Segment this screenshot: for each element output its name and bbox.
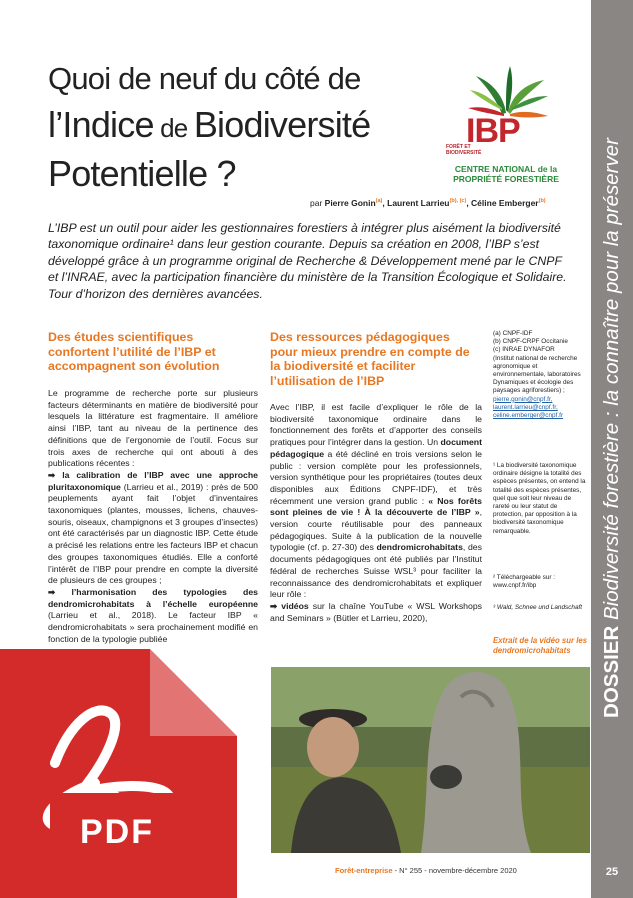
photo-caption: Extrait de la vidéo sur les dendromicrohabitats xyxy=(493,636,588,655)
affiliations: (a) CNPF-IDF (b) CNPF-CRPF Occitanie (c) INRAE DYNAFOR (Institut national de recherche agronomique et environnementale, laboratoires Dynamiques et écologie des paysages agriforestiers) ; pierre.gonin@cnpf.fr, laurent.larrieu@cnpf.fr, celine.emberger@cnpf.fr xyxy=(493,330,588,420)
footnote-2: ² Téléchargeable sur : www.cnpf.fr/ibp xyxy=(493,574,556,590)
email-link-2[interactable]: laurent.larrieu@cnpf.fr, xyxy=(493,403,558,411)
logo-ibp-text: IBP xyxy=(466,112,520,150)
pdf-file-icon[interactable] xyxy=(0,643,237,898)
pdf-label: PDF xyxy=(80,813,154,851)
middle-heading: Des ressources pédagogiques pour mieux prendre en compte de la biodiversité et faciliter l’utilisation de l’IBP xyxy=(270,330,470,388)
side-title xyxy=(591,0,633,855)
footnote-1: ¹ La biodiversité taxonomique ordinaire désigne la totalité des espèces présentes, on entend la totalité des espèces présentes, quel que soit leur niveau de rareté ou leur statut de protection, par opposition à la biodiversité taxonomique remarquable. xyxy=(493,462,586,535)
left-column xyxy=(48,388,258,645)
title-line-1: Quoi de neuf du côté de xyxy=(48,61,361,96)
page-title xyxy=(48,56,438,197)
middle-bullet-strong: ➡ vidéos xyxy=(270,600,309,611)
title-line-2a: l’Indice xyxy=(48,104,154,145)
middle-column: Avec l’IBP, il est facile d’expliquer le rôle de la biodiversité taxonomique ordinaire dans le fonctionnement des forêts et d’apporter des conseils pratiques pour l’intégrer dans la gestion. Un document pédagogique a été décliné en trois versions selon le public : version complète pour les professionnels, version synthétique pour les propriétaires (toutes deux disponibles aux Éditions CNPF-IDF), et très récemment une version grand public : « Nos forêts sont pleines de vie ! À la découverte de l’IBP », version courte réutilisable pour des panneaux pédagogiques. Suite à la publication de la nouvelle typologie (cf. p. 27-30) des dendromicrohabitats, des documents pédagogiques ont été publiés par l’Institut fédéral de recherches Suisse WSL³ pour faciliter la reconnaissance des dendromicrohabitats et expliquer leur rôle : ➡ vidéos sur la chaîne YouTube « WSL Workshops and Seminars » (Bütler et Larrieu, 2020), xyxy=(270,402,482,623)
title-line-2c: Biodiversité xyxy=(193,104,371,145)
left-bullet-2-strong: ➡ l’harmonisation des typologies des dendromicrohabitats à l’échelle européenne xyxy=(48,586,258,609)
left-bullet-1-strong: ➡ la calibration de l’IBP avec une approche pluritaxonomique xyxy=(48,469,258,492)
authors-line: par Pierre Gonin$^{(a)}$, Laurent Larrieu$^{(b), (c)}$, Céline Emberger$^{(b)}$ xyxy=(310,198,546,208)
logo-cnpf-text: CENTRE NATIONAL de la PROPRIÉTÉ FORESTIÈRE xyxy=(453,164,559,184)
intro-paragraph: L’IBP est un outil pour aider les gestionnaires forestiers à intégrer plus aisément la biodiversité taxonomique ordinaire¹ dans leur gestion courante. Depuis sa création en 2008, l’IBP s’est développé grâce à un programme original de Recherche & Développement mené par le CNPF et l’INRAE, avec la participation financière du ministère de la Transition Écologique et Solidaire. Tour d’horizon des dernières avancées. xyxy=(48,221,567,301)
logo-foret-label: FORÊT ET BIODIVERSITÉ xyxy=(446,144,482,156)
side-rest: Biodiversité forestière : la connaître pour la préserver xyxy=(600,137,623,626)
left-bullet-2-text: (Larrieu et al., 2018). Le facteur IBP « dendromicrohabitats » sera prochainement modifié en fonction de la typologie publiée xyxy=(48,610,258,644)
video-still-photo xyxy=(271,667,590,853)
title-line-2b: de xyxy=(153,113,194,143)
page-number: 25 xyxy=(605,866,619,878)
ibp-logo xyxy=(446,58,566,184)
left-paragraph-1: Le programme de recherche porte sur plusieurs facteurs déterminants en matière de biodiversité pour lesquels la littérature est fragmentaire. Il améliore ainsi l’IBP, tant au niveau de la pertinence des définitions que de l’ergonomie de l’outil. Focus sur trois axes de recherche qui ont abouti à des publications récentes : xyxy=(48,388,258,469)
footer: Forêt-entreprise - N° 255 - novembre-décembre 2020 xyxy=(335,866,517,875)
footnote-3: ³ Wald, Schnee und Landschaft xyxy=(493,604,583,611)
left-bullet-1-text: (Larrieu et al., 2019) : près de 500 peuplements ayant fait l’objet d’inventaires taxonomiques (plantes, mousses, lichens, chauves-souris, oiseaux, champignons et 3 groupes d’insectes) ont été caractérisés par un diagnostic IBP. Cette étude a précisé les relations entre les facteurs IBP et chacun des groupes taxonomiques étudiés. Elle a conforté l’intérêt de l’IBP pour prendre en compte la diversité de plusieurs de ces groupes ; xyxy=(48,481,258,586)
email-link-1[interactable]: pierre.gonin@cnpf.fr, xyxy=(493,395,553,403)
email-link-3[interactable]: celine.emberger@cnpf.fr xyxy=(493,412,564,420)
side-dossier: DOSSIER xyxy=(600,625,623,718)
title-line-3: Potentielle ? xyxy=(48,153,236,194)
left-heading: Des études scientifiques confortent l’utilité de l’IBP et accompagnent son évolution xyxy=(48,330,220,373)
middle-bullet-text: sur la chaîne YouTube « WSL Workshops and Seminars » (Bütler et Larrieu, 2020), xyxy=(270,600,482,623)
